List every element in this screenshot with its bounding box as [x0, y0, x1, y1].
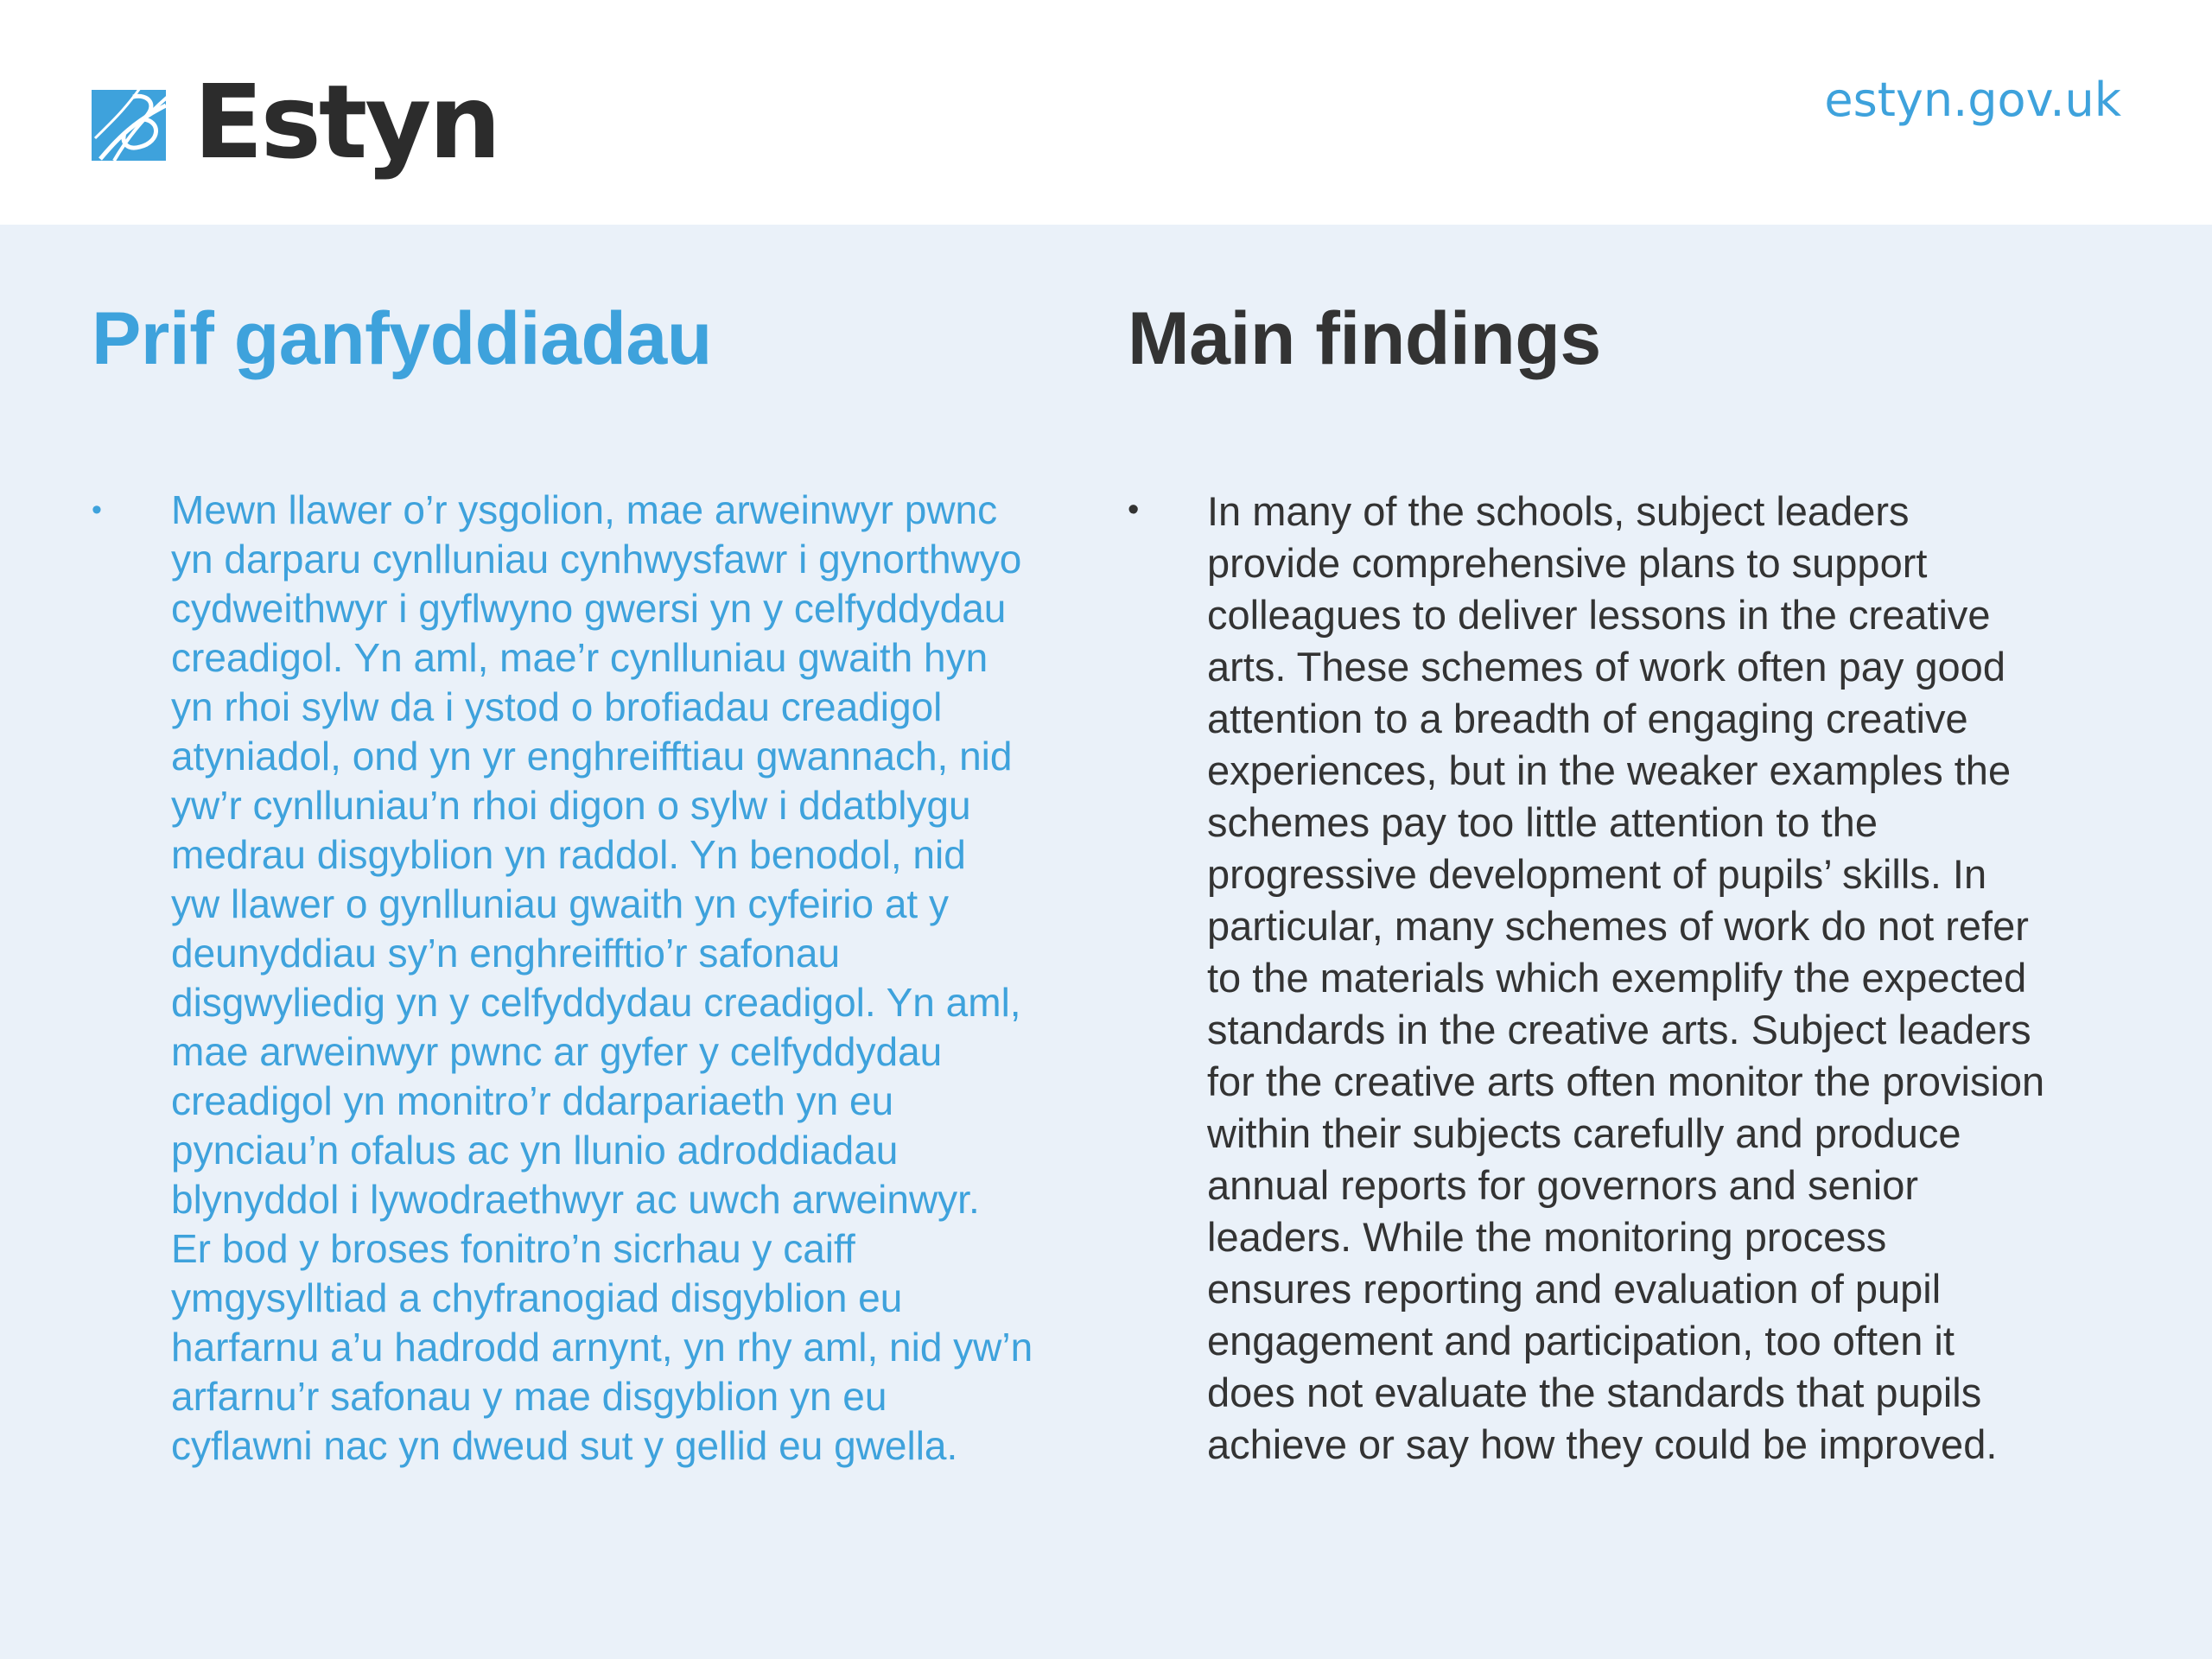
page-header: [0, 0, 2212, 225]
english-line: attention to a breadth of engaging creative: [1207, 695, 1968, 741]
english-line: to the materials which exemplify the expected: [1207, 954, 2027, 1001]
welsh-line: mae arweinwyr pwnc ar gyfer y celfyddydau: [171, 1028, 943, 1074]
english-bullet-item: [1128, 486, 2121, 1471]
welsh-line: medrau disgyblion yn raddol. Yn benodol, nid: [171, 831, 966, 877]
welsh-bullet-item: [92, 486, 1085, 1471]
welsh-line: cyflawni nac yn dweud sut y gellid eu gwella.: [171, 1422, 958, 1468]
welsh-line: blynyddol i lywodraethwyr ac uwch arweinwyr.: [171, 1176, 980, 1222]
estyn-logo[interactable]: [92, 62, 499, 181]
english-line: for the creative arts often monitor the provision: [1207, 1058, 2045, 1104]
welsh-line: atyniadol, ond yn yr enghreifftiau gwannach, nid: [171, 733, 1013, 779]
english-line: ensures reporting and evaluation of pupil: [1207, 1265, 1942, 1312]
english-line: arts. These schemes of work often pay good: [1207, 643, 2005, 690]
english-paragraph: [1207, 486, 2121, 1471]
english-heading: Main findings: [1128, 297, 1601, 380]
welsh-line: deunyddiau sy’n enghreifftio’r safonau: [171, 930, 841, 976]
english-line: colleagues to deliver lessons in the creative: [1207, 591, 1991, 638]
welsh-line: arfarnu’r safonau y mae disgyblion yn eu: [171, 1373, 887, 1419]
bullet-icon: •: [92, 493, 102, 526]
english-line: particular, many schemes of work do not refer: [1207, 902, 2029, 949]
english-line: leaders. While the monitoring process: [1207, 1213, 1887, 1260]
welsh-line: pynciau’n ofalus ac yn llunio adroddiadau: [171, 1127, 899, 1173]
welsh-line: yn darparu cynlluniau cynhwysfawr i gynorthwyo: [171, 536, 1022, 582]
english-line: annual reports for governors and senior: [1207, 1161, 1918, 1208]
welsh-line: creadigol. Yn aml, mae’r cynlluniau gwaith hyn: [171, 634, 988, 680]
welsh-line: Mewn llawer o’r ysgolion, mae arweinwyr pwnc: [171, 486, 998, 532]
english-line: within their subjects carefully and produce: [1207, 1109, 1961, 1156]
english-column: [1128, 298, 2121, 1471]
welsh-column: [92, 298, 1085, 1471]
english-line: does not evaluate the standards that pupils: [1207, 1369, 1982, 1415]
english-line: standards in the creative arts. Subject leaders: [1207, 1006, 2031, 1052]
welsh-line: harfarnu a’u hadrodd arnynt, yn rhy aml, nid yw’n: [171, 1324, 1033, 1370]
english-line: provide comprehensive plans to support: [1207, 539, 1928, 586]
english-line: In many of the schools, subject leaders: [1207, 487, 1910, 534]
estyn-logo-mark-icon: [92, 86, 169, 164]
brand-name: Estyn: [194, 62, 499, 181]
welsh-heading: Prif ganfyddiadau: [92, 297, 712, 380]
site-url-link[interactable]: estyn.gov.uk: [1824, 73, 2121, 127]
english-line: schemes pay too little attention to the: [1207, 798, 1878, 845]
welsh-line: disgwyliedig yn y celfyddydau creadigol. Yn aml,: [171, 979, 1021, 1025]
welsh-line: Er bod y broses fonitro’n sicrhau y caiff: [171, 1225, 855, 1271]
welsh-line: creadigol yn monitro’r ddarpariaeth yn eu: [171, 1077, 894, 1123]
welsh-line: ymgysylltiad a chyfranogiad disgyblion eu: [171, 1274, 903, 1320]
welsh-paragraph: [171, 486, 1085, 1471]
welsh-line: cydweithwyr i gyflwyno gwersi yn y celfyddydau: [171, 585, 1007, 631]
welsh-line: yw’r cynlluniau’n rhoi digon o sylw i ddatblygu: [171, 782, 971, 828]
welsh-line: yw llawer o gynlluniau gwaith yn cyfeirio at y: [171, 880, 949, 926]
english-line: engagement and participation, too often it: [1207, 1317, 1955, 1363]
english-line: experiences, but in the weaker examples the: [1207, 747, 2012, 793]
bullet-icon: •: [1128, 491, 1140, 528]
english-line: achieve or say how they could be improved.: [1207, 1421, 1998, 1467]
english-line: progressive development of pupils’ skills. In: [1207, 850, 1987, 897]
welsh-line: yn rhoi sylw da i ystod o brofiadau creadigol: [171, 683, 943, 729]
